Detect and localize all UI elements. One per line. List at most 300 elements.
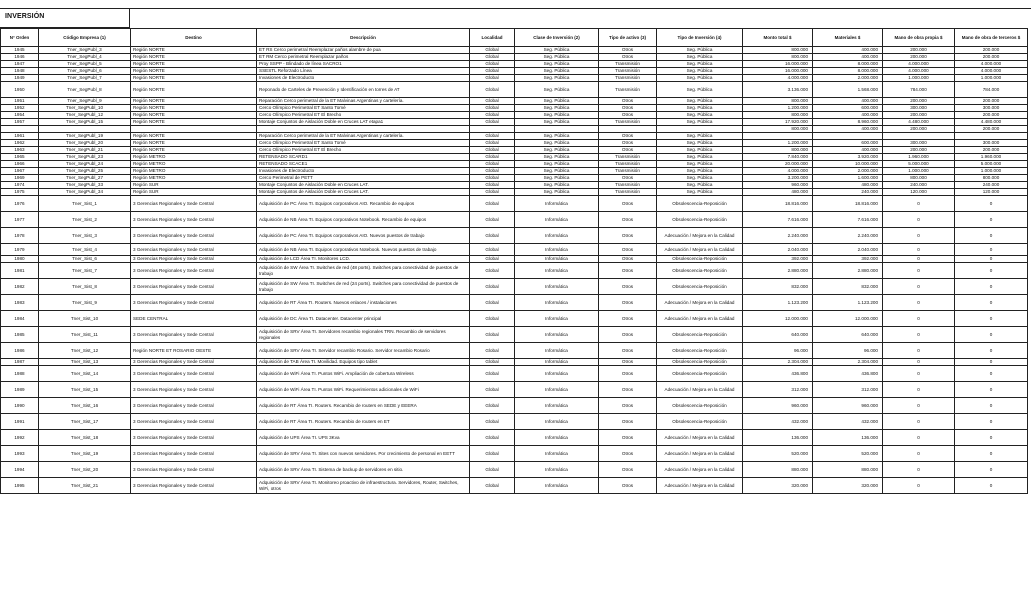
investment-type-cell: Obsolescencia-Reposición (657, 327, 743, 343)
table-row (1, 196, 1028, 212)
investment-class-cell: Seg. Pública (515, 182, 599, 189)
company-code-cell: Tner_Sist_17 (39, 414, 131, 430)
description-cell: Cerco Olímpico Perimetral ET Santo Tomé (257, 140, 470, 147)
header-rule (0, 8, 1031, 9)
company-code-cell: Tner_Sist_1 (39, 196, 131, 212)
own-labor-cell: 0 (883, 359, 955, 366)
description-cell: Adquisición de WiFi Área TI. Puntos WiFi. Ampliación de cobertura Wireless (257, 366, 470, 382)
order-number-cell: 1965 (1, 154, 39, 161)
column-header: Clase de Inversión (2) (515, 29, 599, 47)
own-labor-cell: 200.000 (883, 147, 955, 154)
table-row (1, 327, 1028, 343)
total-amount-cell: 3.136.000 (743, 82, 813, 98)
location-cell: Global (470, 82, 515, 98)
investment-class-cell: Seg. Pública (515, 189, 599, 196)
investment-type-cell: Seg. Pública (657, 133, 743, 140)
table-row (1, 119, 1028, 126)
own-labor-cell: 0 (883, 228, 955, 244)
materials-cell: 600.000 (813, 105, 883, 112)
third-party-labor-cell: 200.000 (955, 126, 1028, 133)
table-row (1, 478, 1028, 494)
materials-cell: 2.040.000 (813, 244, 883, 256)
third-party-labor-cell: 0 (955, 263, 1028, 279)
asset-type-cell: Otros (599, 398, 657, 414)
company-code-cell: Tner_Sist_10 (39, 311, 131, 327)
materials-cell: 3.920.000 (813, 154, 883, 161)
destination-cell: 3 Gerencias Regionales y Sede Central (131, 478, 257, 494)
investment-class-cell: Informática (515, 398, 599, 414)
third-party-labor-cell: 1.000.000 (955, 168, 1028, 175)
location-cell: Global (470, 75, 515, 82)
order-number-cell: 1951 (1, 98, 39, 105)
third-party-labor-cell: 200.000 (955, 54, 1028, 61)
destination-cell: 3 Gerencias Regionales y Sede Central (131, 398, 257, 414)
total-amount-cell: 12.000.000 (743, 311, 813, 327)
destination-cell: 3 Gerencias Regionales y Sede Central (131, 366, 257, 382)
table-row (1, 47, 1028, 54)
asset-type-cell: Otros (599, 446, 657, 462)
table-row (1, 343, 1028, 359)
table-row (1, 82, 1028, 98)
investment-type-cell: Adecuación / Mejora en la Calidad (657, 462, 743, 478)
investment-type-cell: Adecuación / Mejora en la Calidad (657, 478, 743, 494)
materials-cell: 2.000.000 (813, 75, 883, 82)
company-code-cell: Tner_SegPubl_12 (39, 112, 131, 119)
materials-cell: 320.000 (813, 478, 883, 494)
location-cell: Global (470, 414, 515, 430)
investment-class-cell: Seg. Pública (515, 119, 599, 126)
destination-cell: Región NORTE ET ROSARIO OESTE (131, 343, 257, 359)
order-number-cell: 1962 (1, 140, 39, 147)
third-party-labor-cell: 0 (955, 430, 1028, 446)
location-cell: Global (470, 462, 515, 478)
description-cell: Adquisición de PC Área TI. Equipos corporativos AIO. Recambio de equipos (257, 196, 470, 212)
asset-type-cell: Otros (599, 196, 657, 212)
investment-type-cell: Adecuación / Mejora en la Calidad (657, 446, 743, 462)
description-cell (257, 126, 470, 133)
own-labor-cell: 200.000 (883, 126, 955, 133)
order-number-cell: 1981 (1, 263, 39, 279)
sheet-title: INVERSIÓN (5, 13, 45, 20)
location-cell: Global (470, 98, 515, 105)
investment-type-cell: Seg. Pública (657, 147, 743, 154)
investment-class-cell: Informática (515, 311, 599, 327)
table-row (1, 263, 1028, 279)
investment-type-cell: Obsolescencia-Reposición (657, 256, 743, 263)
destination-cell: 3 Gerencias Regionales y Sede Central (131, 295, 257, 311)
description-cell: Invasiones de Electroducto (257, 168, 470, 175)
destination-cell: Región NORTE (131, 61, 257, 68)
total-amount-cell: 312.000 (743, 382, 813, 398)
description-cell: Adquisición de LCD Área TI. Monitores LCD. (257, 256, 470, 263)
location-cell: Global (470, 327, 515, 343)
total-amount-cell: 800.000 (743, 54, 813, 61)
total-amount-cell: 320.000 (743, 478, 813, 494)
table-row (1, 68, 1028, 75)
order-number-cell: 1976 (1, 196, 39, 212)
column-header: N° Orden (1, 29, 39, 47)
own-labor-cell: 4.000.000 (883, 68, 955, 75)
order-number-cell: 1986 (1, 343, 39, 359)
destination-cell: SEDE CENTRAL (131, 311, 257, 327)
destination-cell: Región METRO (131, 154, 257, 161)
third-party-labor-cell: 0 (955, 327, 1028, 343)
total-amount-cell: 96.000 (743, 343, 813, 359)
materials-cell: 436.800 (813, 366, 883, 382)
total-amount-cell: 16.000.000 (743, 61, 813, 68)
order-number-cell: 1987 (1, 359, 39, 366)
materials-cell: 10.000.000 (813, 161, 883, 168)
location-cell: Global (470, 228, 515, 244)
own-labor-cell: 300.000 (883, 140, 955, 147)
description-cell: Reponado de Carteles de Prevención y Identificación en torres de AT (257, 82, 470, 98)
table-row (1, 126, 1028, 133)
investment-class-cell (515, 126, 599, 133)
materials-cell: 880.000 (813, 462, 883, 478)
description-cell: Adquisición de RT Área TI. Routers. Nuevos enlaces / instalaciones (257, 295, 470, 311)
destination-cell: Región NORTE (131, 54, 257, 61)
total-amount-cell: 832.000 (743, 279, 813, 295)
own-labor-cell: 0 (883, 311, 955, 327)
location-cell: Global (470, 154, 515, 161)
destination-cell: 3 Gerencias Regionales y Sede Central (131, 382, 257, 398)
order-number-cell: 1946 (1, 54, 39, 61)
investment-type-cell: Seg. Pública (657, 54, 743, 61)
order-number-cell: 1978 (1, 228, 39, 244)
third-party-labor-cell: 784.000 (955, 82, 1028, 98)
location-cell: Global (470, 133, 515, 140)
location-cell: Global (470, 446, 515, 462)
order-number-cell: 1991 (1, 414, 39, 430)
total-amount-cell: 960.000 (743, 182, 813, 189)
location-cell: Global (470, 295, 515, 311)
investment-class-cell: Seg. Pública (515, 54, 599, 61)
company-code-cell: Tner_SegPubl_5 (39, 61, 131, 68)
investment-class-cell: Informática (515, 414, 599, 430)
location-cell: Global (470, 382, 515, 398)
order-number-cell: 1985 (1, 327, 39, 343)
table-row (1, 311, 1028, 327)
table-row (1, 161, 1028, 168)
own-labor-cell: 0 (883, 212, 955, 228)
own-labor-cell: 120.000 (883, 189, 955, 196)
investment-class-cell: Seg. Pública (515, 68, 599, 75)
location-cell: Global (470, 68, 515, 75)
investment-type-cell: Obsolescencia-Reposición (657, 343, 743, 359)
company-code-cell: Tner_SegPubl_6 (39, 68, 131, 75)
materials-cell: 2.304.000 (813, 359, 883, 366)
investment-class-cell: Seg. Pública (515, 82, 599, 98)
company-code-cell: Tner_Sist_18 (39, 430, 131, 446)
investment-class-cell: Informática (515, 228, 599, 244)
location-cell: Global (470, 105, 515, 112)
description-cell: Adquisición de DC Área TI. Datacenter. Datacenter principal (257, 311, 470, 327)
own-labor-cell: 0 (883, 295, 955, 311)
asset-type-cell: Otros (599, 327, 657, 343)
table-row (1, 189, 1028, 196)
asset-type-cell: Otros (599, 462, 657, 478)
table-row (1, 279, 1028, 295)
table-row (1, 112, 1028, 119)
investment-type-cell: Seg. Pública (657, 168, 743, 175)
total-amount-cell (743, 133, 813, 140)
table-row (1, 182, 1028, 189)
asset-type-cell: Transmisión (599, 182, 657, 189)
asset-type-cell: Otros (599, 133, 657, 140)
asset-type-cell: Otros (599, 414, 657, 430)
investment-class-cell: Informática (515, 478, 599, 494)
company-code-cell: Tner_Sist_4 (39, 244, 131, 256)
company-code-cell: Tner_SegPubl_23 (39, 154, 131, 161)
own-labor-cell: 800.000 (883, 175, 955, 182)
column-header: Destino (131, 29, 257, 47)
asset-type-cell: Otros (599, 430, 657, 446)
third-party-labor-cell: 200.000 (955, 147, 1028, 154)
third-party-labor-cell: 0 (955, 462, 1028, 478)
own-labor-cell: 0 (883, 382, 955, 398)
investment-class-cell: Seg. Pública (515, 154, 599, 161)
materials-cell: 400.000 (813, 98, 883, 105)
third-party-labor-cell: 0 (955, 212, 1028, 228)
order-number-cell: 1993 (1, 446, 39, 462)
company-code-cell: Tner_Sist_20 (39, 462, 131, 478)
table-row (1, 398, 1028, 414)
destination-cell: Región NORTE (131, 112, 257, 119)
asset-type-cell: Otros (599, 263, 657, 279)
investment-type-cell: Seg. Pública (657, 61, 743, 68)
company-code-cell: Tner_SegPubl_4 (39, 54, 131, 61)
company-code-cell: Tner_Sist_19 (39, 446, 131, 462)
third-party-labor-cell: 120.000 (955, 189, 1028, 196)
order-number-cell: 1990 (1, 398, 39, 414)
own-labor-cell: 0 (883, 263, 955, 279)
order-number-cell: 1952 (1, 105, 39, 112)
table-row (1, 414, 1028, 430)
order-number-cell: 1975 (1, 189, 39, 196)
asset-type-cell: Otros (599, 98, 657, 105)
materials-cell: 136.000 (813, 430, 883, 446)
investment-type-cell: Adecuación / Mejora en la Calidad (657, 244, 743, 256)
asset-type-cell: Otros (599, 295, 657, 311)
destination-cell: Región NORTE (131, 133, 257, 140)
location-cell: Global (470, 196, 515, 212)
investment-type-cell: Seg. Pública (657, 68, 743, 75)
materials-cell: 2.880.000 (813, 263, 883, 279)
total-amount-cell: 800.000 (743, 126, 813, 133)
location-cell: Global (470, 366, 515, 382)
description-cell: Cerco Perimetral de PETT (257, 175, 470, 182)
description-cell: Adquisición de WiFi Área TI. Puntos WiFi. Requerimientos adicionales de WiFi (257, 382, 470, 398)
investment-type-cell: Obsolescencia-Reposición (657, 398, 743, 414)
asset-type-cell: Transmisión (599, 68, 657, 75)
own-labor-cell: 0 (883, 462, 955, 478)
materials-cell: 400.000 (813, 47, 883, 54)
own-labor-cell: 200.000 (883, 98, 955, 105)
own-labor-cell: 0 (883, 343, 955, 359)
company-code-cell: Tner_SegPubl_25 (39, 168, 131, 175)
order-number-cell: 1984 (1, 311, 39, 327)
asset-type-cell: Transmisión (599, 168, 657, 175)
column-header: Tipo de activo (3) (599, 29, 657, 47)
table-row (1, 61, 1028, 68)
third-party-labor-cell: 0 (955, 279, 1028, 295)
company-code-cell: Tner_Sist_8 (39, 279, 131, 295)
location-cell: Global (470, 182, 515, 189)
table-row (1, 105, 1028, 112)
location-cell: Global (470, 47, 515, 54)
own-labor-cell: 0 (883, 244, 955, 256)
company-code-cell: Tner_Sist_2 (39, 212, 131, 228)
asset-type-cell: Otros (599, 47, 657, 54)
materials-cell: 7.616.000 (813, 212, 883, 228)
investment-class-cell: Informática (515, 196, 599, 212)
third-party-labor-cell: 800.000 (955, 175, 1028, 182)
destination-cell: Región NORTE (131, 105, 257, 112)
asset-type-cell: Otros (599, 382, 657, 398)
total-amount-cell: 1.200.000 (743, 140, 813, 147)
total-amount-cell: 17.920.000 (743, 119, 813, 126)
asset-type-cell: Otros (599, 244, 657, 256)
description-cell: Adquisición de RT Área TI. Routers. Recambio de routers en SEDE y EEERA (257, 398, 470, 414)
location-cell: Global (470, 256, 515, 263)
description-cell: Adquisición de SRV Área TI. Sistema de backup de servidores en sitio. (257, 462, 470, 478)
investment-class-cell: Seg. Pública (515, 140, 599, 147)
third-party-labor-cell: 4.480.000 (955, 119, 1028, 126)
description-cell: Adquisición de RT Área TI. Routers. Recambio de routers en ET (257, 414, 470, 430)
investment-type-cell: Obsolescencia-Reposición (657, 359, 743, 366)
third-party-labor-cell: 1.960.000 (955, 154, 1028, 161)
destination-cell: 3 Gerencias Regionales y Sede Central (131, 327, 257, 343)
location-cell: Global (470, 311, 515, 327)
own-labor-cell: 0 (883, 279, 955, 295)
materials-cell: 640.000 (813, 327, 883, 343)
destination-cell: Región SUR (131, 182, 257, 189)
location-cell: Global (470, 263, 515, 279)
table-row (1, 256, 1028, 263)
materials-cell: 12.000.000 (813, 311, 883, 327)
table-row (1, 133, 1028, 140)
asset-type-cell: Otros (599, 279, 657, 295)
company-code-cell: Tner_Sist_3 (39, 228, 131, 244)
table-row (1, 147, 1028, 154)
header-row (1, 29, 1028, 47)
third-party-labor-cell: 0 (955, 382, 1028, 398)
materials-cell: 2.240.000 (813, 228, 883, 244)
total-amount-cell: 640.000 (743, 327, 813, 343)
investment-class-cell: Seg. Pública (515, 61, 599, 68)
destination-cell: Región NORTE (131, 75, 257, 82)
investment-class-cell: Seg. Pública (515, 75, 599, 82)
order-number-cell: 1949 (1, 75, 39, 82)
materials-cell: 8.000.000 (813, 61, 883, 68)
third-party-labor-cell: 0 (955, 256, 1028, 263)
description-cell: Cerco Olímpico Perimetral ET Santo Tomé (257, 105, 470, 112)
table-row (1, 359, 1028, 366)
investment-class-cell: Seg. Pública (515, 147, 599, 154)
location-cell: Global (470, 279, 515, 295)
order-number-cell: 1969 (1, 175, 39, 182)
investment-class-cell: Informática (515, 256, 599, 263)
description-cell: Proy SSPP - Blindado de línea SACRO1 (257, 61, 470, 68)
third-party-labor-cell: 0 (955, 244, 1028, 256)
order-number-cell: 1947 (1, 61, 39, 68)
third-party-labor-cell: 0 (955, 398, 1028, 414)
total-amount-cell: 800.000 (743, 98, 813, 105)
location-cell: Global (470, 212, 515, 228)
table-row (1, 382, 1028, 398)
asset-type-cell: Otros (599, 175, 657, 182)
destination-cell: Región NORTE (131, 147, 257, 154)
materials-cell: 8.960.000 (813, 119, 883, 126)
table-row (1, 430, 1028, 446)
total-amount-cell: 432.000 (743, 414, 813, 430)
order-number-cell: 1989 (1, 382, 39, 398)
order-number-cell: 1945 (1, 47, 39, 54)
table-row (1, 212, 1028, 228)
third-party-labor-cell: 0 (955, 196, 1028, 212)
description-cell: Montaje Conjuntos de Aislación Doble en Cruces LAT etapa1 (257, 119, 470, 126)
destination-cell: 3 Gerencias Regionales y Sede Central (131, 414, 257, 430)
investment-type-cell: Obsolescencia-Reposición (657, 212, 743, 228)
third-party-labor-cell: 5.000.000 (955, 161, 1028, 168)
total-amount-cell: 520.000 (743, 446, 813, 462)
own-labor-cell: 1.000.000 (883, 168, 955, 175)
location-cell: Global (470, 189, 515, 196)
materials-cell: 312.000 (813, 382, 883, 398)
own-labor-cell: 200.000 (883, 112, 955, 119)
destination-cell: Región NORTE (131, 68, 257, 75)
order-number-cell: 1988 (1, 366, 39, 382)
location-cell (470, 126, 515, 133)
company-code-cell: Tner_SegPubl_8 (39, 82, 131, 98)
location-cell: Global (470, 430, 515, 446)
order-number-cell: 1966 (1, 161, 39, 168)
third-party-labor-cell: 0 (955, 228, 1028, 244)
third-party-labor-cell: 0 (955, 446, 1028, 462)
order-number-cell: 1954 (1, 112, 39, 119)
third-party-labor-cell: 200.000 (955, 112, 1028, 119)
investment-class-cell: Informática (515, 212, 599, 228)
destination-cell: 3 Gerencias Regionales y Sede Central (131, 462, 257, 478)
own-labor-cell: 0 (883, 327, 955, 343)
investment-class-cell: Seg. Pública (515, 161, 599, 168)
order-number-cell (1, 126, 39, 133)
own-labor-cell: 240.000 (883, 182, 955, 189)
materials-cell: 96.000 (813, 343, 883, 359)
location-cell: Global (470, 478, 515, 494)
description-cell: Adquisición de TAB Área TI. Movilidad. Equipos tipo tablet (257, 359, 470, 366)
order-number-cell: 1992 (1, 430, 39, 446)
order-number-cell: 1957 (1, 119, 39, 126)
table-row (1, 446, 1028, 462)
order-number-cell: 1977 (1, 212, 39, 228)
description-cell: ET RS Cerco perimetral Reemplazar paños alambre de pua (257, 47, 470, 54)
investment-class-cell: Seg. Pública (515, 168, 599, 175)
investment-type-cell: Seg. Pública (657, 47, 743, 54)
investment-class-cell: Informática (515, 446, 599, 462)
column-header: Tipo de Inversión (4) (657, 29, 743, 47)
investment-class-cell: Seg. Pública (515, 98, 599, 105)
third-party-labor-cell: 0 (955, 311, 1028, 327)
investment-type-cell: Obsolescencia-Reposición (657, 279, 743, 295)
materials-cell: 2.000.000 (813, 168, 883, 175)
own-labor-cell: 200.000 (883, 47, 955, 54)
materials-cell: 480.000 (813, 182, 883, 189)
materials-cell (813, 133, 883, 140)
order-number-cell: 1967 (1, 168, 39, 175)
company-code-cell: Tner_SegPubl_34 (39, 189, 131, 196)
asset-type-cell: Otros (599, 112, 657, 119)
